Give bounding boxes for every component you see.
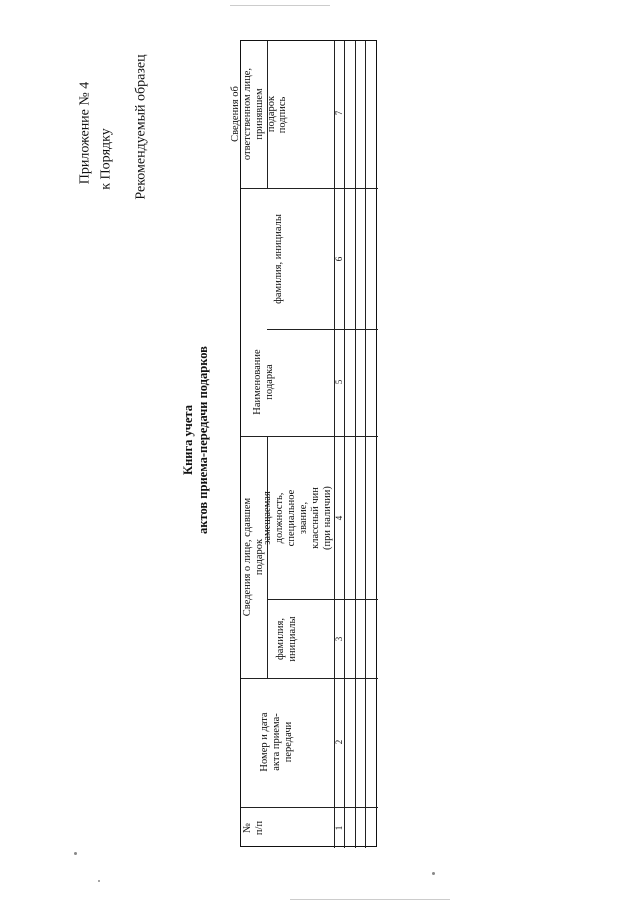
header-gift-name: Наименование подарка — [251, 349, 275, 415]
scan-edge-top — [230, 5, 330, 6]
document-title-line1: Книга учета — [181, 405, 195, 475]
header-receiver-name: фамилия, инициалы — [272, 214, 284, 304]
document-title — [181, 346, 211, 534]
scan-speck — [432, 872, 435, 875]
column-number: 6 — [333, 256, 344, 262]
sample-note: Рекомендуемый образец — [133, 54, 149, 200]
column-number: 4 — [333, 515, 344, 521]
header-giver-position: замещаемая должность, специальное звание, классный чин (при наличии) — [261, 486, 334, 550]
gift-acts-register-table — [229, 40, 377, 847]
header-giver-name: фамилия, инициалы — [274, 616, 298, 662]
header-receiver-signature: подпись — [276, 96, 288, 134]
document-title-line2: актов приема-передачи подарков — [196, 346, 210, 534]
header-act-number-date: Номер и дата акта приема- передачи — [258, 712, 295, 772]
scan-speck — [98, 880, 100, 882]
header-giver-group: Сведения о лице, сдавшем подарок — [241, 497, 265, 617]
appendix-order-ref: к Порядку — [98, 128, 114, 190]
scan-edge-bottom — [290, 899, 450, 900]
scan-speck — [74, 852, 77, 855]
column-number: 2 — [333, 739, 344, 745]
header-receiver-group: Сведения об ответственном лице, принявшем подарок — [229, 67, 278, 161]
appendix-number: Приложение № 4 — [77, 81, 93, 185]
column-number: 5 — [333, 379, 344, 385]
column-number: 1 — [333, 825, 344, 831]
header-row-number: № п/п — [241, 820, 265, 836]
column-number: 7 — [333, 110, 344, 116]
column-number: 3 — [333, 636, 344, 642]
